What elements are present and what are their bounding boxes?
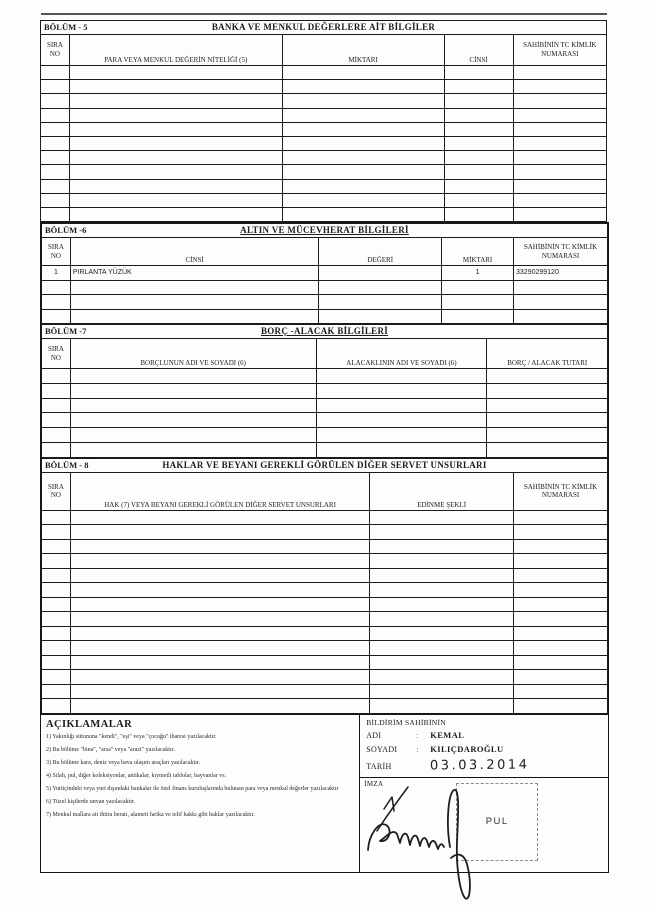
empty-cell bbox=[282, 193, 444, 207]
handwritten-signature bbox=[364, 784, 509, 908]
empty-cell bbox=[70, 655, 369, 670]
empty-cell bbox=[70, 309, 318, 324]
aciklamalar-title: AÇIKLAMALAR bbox=[46, 718, 133, 730]
empty-row bbox=[41, 108, 607, 122]
empty-cell bbox=[42, 568, 71, 583]
bolum5-section-title: BANKA VE MENKUL DEĞERLERE AİT BİLGİLER bbox=[211, 22, 436, 32]
tarih-value-handwritten: 03.03.2014 bbox=[430, 757, 530, 774]
bolum6-title-cell bbox=[42, 224, 608, 238]
empty-cell bbox=[70, 539, 369, 554]
empty-cell bbox=[41, 122, 70, 136]
bolum8-header-sira-no: SIRA NO bbox=[42, 472, 71, 510]
empty-row bbox=[42, 539, 608, 554]
bolum6-header-degeri: DEĞERİ bbox=[319, 238, 442, 266]
empty-cell bbox=[514, 539, 608, 554]
empty-cell bbox=[513, 80, 606, 94]
empty-cell bbox=[282, 165, 444, 179]
empty-cell bbox=[70, 699, 369, 714]
empty-cell bbox=[513, 66, 606, 80]
empty-cell bbox=[70, 510, 369, 525]
empty-cell bbox=[69, 207, 282, 221]
empty-row bbox=[42, 510, 608, 525]
empty-cell bbox=[319, 295, 442, 310]
empty-cell bbox=[69, 108, 282, 122]
empty-cell bbox=[370, 510, 514, 525]
empty-cell bbox=[70, 568, 369, 583]
empty-row bbox=[42, 568, 608, 583]
empty-cell bbox=[370, 554, 514, 569]
empty-cell bbox=[316, 383, 487, 398]
empty-cell bbox=[444, 151, 513, 165]
empty-cell bbox=[42, 428, 71, 443]
empty-cell bbox=[514, 295, 608, 310]
bolum7-table bbox=[41, 324, 608, 458]
empty-cell bbox=[282, 136, 444, 150]
empty-cell bbox=[42, 442, 71, 457]
empty-row bbox=[42, 369, 608, 384]
empty-cell bbox=[42, 525, 71, 540]
empty-cell bbox=[70, 398, 316, 413]
soyadi-colon: : bbox=[416, 744, 419, 754]
empty-row bbox=[42, 525, 608, 540]
empty-cell bbox=[69, 165, 282, 179]
bolum6-section-title: ALTIN VE MÜCEVHERAT BİLGİLERİ bbox=[240, 225, 409, 235]
empty-cell bbox=[513, 151, 606, 165]
empty-cell bbox=[514, 655, 608, 670]
bildirim-title: BİLDİRİM SAHİBİNİN bbox=[366, 717, 446, 727]
empty-cell bbox=[370, 568, 514, 583]
empty-cell bbox=[370, 626, 514, 641]
empty-cell bbox=[513, 193, 606, 207]
note-2: 2) Bu bölüme "bina", "arsa" veya "arazi" yazılacaktır. bbox=[46, 746, 175, 753]
bolum8-header-hak: HAK (7) VEYA BEYANI GEREKLİ GÖRÜLEN DİĞER SERVET UNSURLARI bbox=[70, 472, 369, 510]
empty-cell bbox=[316, 442, 487, 457]
note-4: 4) Silah, pul, diğer koleksiyonlar, antikalar, kıymetli tablolar, hayvanlar vs. bbox=[46, 772, 227, 779]
empty-cell bbox=[282, 108, 444, 122]
bolum6-row1-degeri bbox=[319, 266, 442, 281]
bolum5-title-cell bbox=[41, 21, 607, 35]
empty-row bbox=[42, 413, 608, 428]
empty-row bbox=[42, 554, 608, 569]
bolum6-header-miktari: MİKTARI bbox=[442, 238, 514, 266]
note-3: 3) Bu bölüme kara, deniz veya hava ulaşım araçları yazılacaktır. bbox=[46, 759, 201, 766]
empty-cell bbox=[41, 108, 70, 122]
empty-cell bbox=[444, 66, 513, 80]
empty-cell bbox=[513, 122, 606, 136]
bolum6-header-tc-kimlik: SAHİBİNİN TC KİMLİK NUMARASI bbox=[514, 238, 608, 266]
empty-cell bbox=[444, 80, 513, 94]
bottom-section bbox=[41, 714, 608, 872]
empty-cell bbox=[70, 525, 369, 540]
empty-cell bbox=[42, 554, 71, 569]
adi-colon: : bbox=[416, 730, 419, 740]
soyadi-label: SOYADI bbox=[366, 744, 398, 754]
empty-cell bbox=[444, 108, 513, 122]
bolum5-header-niteligi: PARA VEYA MENKUL DEĞERİN NİTELİĞİ (5) bbox=[69, 35, 282, 66]
empty-cell bbox=[442, 295, 514, 310]
empty-cell bbox=[514, 597, 608, 612]
empty-cell bbox=[513, 207, 606, 221]
bolum7-header-alacakli: ALACAKLININ ADI VE SOYADI (6) bbox=[316, 339, 487, 369]
empty-cell bbox=[41, 193, 70, 207]
empty-row bbox=[42, 442, 608, 457]
bolum6-row1-sira: 1 bbox=[42, 266, 71, 281]
empty-cell bbox=[42, 383, 71, 398]
bolum7-header-row bbox=[42, 339, 608, 369]
tarih-row bbox=[366, 758, 602, 775]
empty-cell bbox=[70, 428, 316, 443]
empty-cell bbox=[444, 136, 513, 150]
empty-cell bbox=[282, 66, 444, 80]
bolum7-empty-rows bbox=[42, 369, 608, 458]
empty-cell bbox=[487, 442, 608, 457]
declarant-info bbox=[360, 715, 608, 777]
empty-cell bbox=[514, 309, 608, 324]
bolum8-header-row bbox=[42, 472, 608, 510]
empty-row bbox=[42, 670, 608, 685]
empty-row bbox=[42, 655, 608, 670]
adi-row bbox=[366, 730, 602, 744]
empty-cell bbox=[444, 207, 513, 221]
bolum6-header-sira-no: SIRA NO bbox=[42, 238, 71, 266]
empty-row bbox=[42, 612, 608, 627]
empty-cell bbox=[70, 684, 369, 699]
empty-cell bbox=[70, 369, 316, 384]
empty-row bbox=[42, 428, 608, 443]
bolum6-title-row bbox=[42, 224, 608, 238]
empty-cell bbox=[370, 641, 514, 656]
empty-cell bbox=[514, 554, 608, 569]
bolum5-header-cinsi: CİNSİ bbox=[444, 35, 513, 66]
note-6: 6) Tüzel kişilerde unvan yazılacaktır. bbox=[46, 798, 136, 805]
bolum8-section-label: BÖLÜM - 8 bbox=[45, 459, 89, 470]
empty-cell bbox=[282, 122, 444, 136]
empty-cell bbox=[42, 295, 71, 310]
empty-cell bbox=[514, 568, 608, 583]
bolum7-header-sira-no: SIRA NO bbox=[42, 339, 71, 369]
empty-cell bbox=[514, 641, 608, 656]
empty-cell bbox=[69, 179, 282, 193]
empty-cell bbox=[370, 699, 514, 714]
empty-cell bbox=[42, 510, 71, 525]
bolum5-header-sira-no: SIRA NO bbox=[41, 35, 70, 66]
empty-cell bbox=[514, 612, 608, 627]
bolum5-table bbox=[40, 20, 607, 222]
empty-cell bbox=[42, 626, 71, 641]
imza-box bbox=[360, 777, 608, 872]
empty-cell bbox=[444, 193, 513, 207]
empty-cell bbox=[42, 583, 71, 598]
empty-row bbox=[41, 193, 607, 207]
bildirim-sahibinin-box bbox=[360, 715, 608, 872]
bolum5-title-row bbox=[41, 21, 607, 35]
empty-cell bbox=[42, 641, 71, 656]
empty-row bbox=[42, 309, 608, 324]
empty-cell bbox=[316, 413, 487, 428]
empty-cell bbox=[41, 136, 70, 150]
empty-row bbox=[41, 179, 607, 193]
empty-cell bbox=[487, 428, 608, 443]
empty-row bbox=[42, 280, 608, 295]
scan-artifact-line bbox=[41, 13, 607, 15]
empty-cell bbox=[316, 369, 487, 384]
bolum7-header-borclu: BORÇLUNUN ADI VE SOYADI (6) bbox=[70, 339, 316, 369]
empty-cell bbox=[42, 612, 71, 627]
empty-cell bbox=[42, 413, 71, 428]
bolum6-data-row bbox=[42, 266, 608, 281]
empty-cell bbox=[513, 136, 606, 150]
bolum8-title-row bbox=[42, 458, 608, 472]
empty-cell bbox=[42, 597, 71, 612]
tarih-label: TARİH bbox=[366, 761, 392, 771]
empty-cell bbox=[444, 122, 513, 136]
bolum7-title-row bbox=[42, 325, 608, 339]
empty-row bbox=[41, 94, 607, 108]
note-5: 5) Yurtiçindeki veya yurt dışındaki bankalar ile özel finans kuruluşlarında bulunan para veya menkul değerler yazılacaktır bbox=[46, 785, 339, 792]
empty-cell bbox=[42, 699, 71, 714]
bolum5-section-label: BÖLÜM - 5 bbox=[44, 22, 88, 32]
empty-cell bbox=[70, 597, 369, 612]
empty-cell bbox=[316, 428, 487, 443]
empty-cell bbox=[42, 670, 71, 685]
empty-cell bbox=[487, 398, 608, 413]
empty-cell bbox=[513, 165, 606, 179]
aciklamalar-box bbox=[41, 715, 360, 872]
empty-cell bbox=[513, 108, 606, 122]
empty-cell bbox=[41, 165, 70, 179]
empty-cell bbox=[370, 525, 514, 540]
empty-row bbox=[42, 295, 608, 310]
empty-cell bbox=[70, 612, 369, 627]
bolum5-header-miktari: MİKTARI bbox=[282, 35, 444, 66]
empty-cell bbox=[282, 179, 444, 193]
soyadi-row bbox=[366, 744, 602, 758]
empty-row bbox=[41, 151, 607, 165]
empty-cell bbox=[514, 699, 608, 714]
empty-cell bbox=[42, 539, 71, 554]
empty-row bbox=[41, 122, 607, 136]
bolum6-table bbox=[41, 223, 608, 324]
empty-cell bbox=[69, 193, 282, 207]
note-1: 1) Yakınlığı sütununa "kendi", "eşi" veya "çocuğu" ibaresi yazılacaktır. bbox=[46, 733, 217, 740]
empty-cell bbox=[370, 583, 514, 598]
bolum8-header-edinme: EDİNME ŞEKLİ bbox=[370, 472, 514, 510]
note-7: 7) Menkul mallara ait ihtira beratı, alameti farika ve telif hakkı gibi haklar yazılacaktır. bbox=[46, 811, 255, 818]
empty-cell bbox=[41, 66, 70, 80]
empty-cell bbox=[513, 179, 606, 193]
bolum6-row1-miktari: 1 bbox=[442, 266, 514, 281]
empty-cell bbox=[69, 66, 282, 80]
empty-cell bbox=[370, 612, 514, 627]
bolum8-header-tc-kimlik: SAHİBİNİN TC KİMLİK NUMARASI bbox=[514, 472, 608, 510]
empty-cell bbox=[442, 280, 514, 295]
adi-value: KEMAL bbox=[430, 729, 465, 740]
bolum8-section-title: HAKLAR VE BEYANI GEREKLİ GÖRÜLEN DİĞER SERVET UNSURLARI bbox=[162, 459, 487, 470]
empty-cell bbox=[42, 369, 71, 384]
empty-cell bbox=[41, 179, 70, 193]
bolum6-row1-tc: 33290299120 bbox=[514, 266, 608, 281]
empty-cell bbox=[319, 309, 442, 324]
empty-cell bbox=[319, 280, 442, 295]
empty-cell bbox=[370, 655, 514, 670]
empty-row bbox=[41, 136, 607, 150]
empty-row bbox=[41, 165, 607, 179]
bolum6-empty-rows bbox=[42, 280, 608, 324]
empty-cell bbox=[42, 280, 71, 295]
adi-label: ADI bbox=[366, 730, 382, 740]
empty-cell bbox=[42, 684, 71, 699]
empty-cell bbox=[514, 670, 608, 685]
empty-row bbox=[42, 626, 608, 641]
empty-row bbox=[41, 80, 607, 94]
empty-cell bbox=[282, 80, 444, 94]
bolum6-row1-cinsi: PIRLANTA YÜZÜK bbox=[70, 266, 318, 281]
bolum8-empty-rows bbox=[42, 510, 608, 713]
empty-cell bbox=[42, 655, 71, 670]
empty-cell bbox=[370, 597, 514, 612]
imza-label: İMZA bbox=[364, 779, 384, 788]
empty-cell bbox=[444, 165, 513, 179]
empty-cell bbox=[70, 626, 369, 641]
empty-row bbox=[42, 641, 608, 656]
empty-cell bbox=[41, 94, 70, 108]
bolum7-section-title: BORÇ -ALACAK BİLGİLERİ bbox=[260, 326, 389, 336]
bolum8-table bbox=[41, 458, 608, 714]
bolum7-title-cell bbox=[42, 325, 608, 339]
empty-cell bbox=[442, 309, 514, 324]
empty-row bbox=[42, 597, 608, 612]
empty-cell bbox=[41, 80, 70, 94]
bolum6-section-label: BÖLÜM -6 bbox=[45, 225, 87, 235]
bolum7-header-tutar: BORÇ / ALACAK TUTARI bbox=[487, 339, 608, 369]
bolum6-header-cinsi: CİNSİ bbox=[70, 238, 318, 266]
empty-cell bbox=[487, 369, 608, 384]
empty-cell bbox=[487, 383, 608, 398]
pul-label: PUL bbox=[485, 816, 509, 828]
empty-cell bbox=[69, 94, 282, 108]
empty-cell bbox=[282, 94, 444, 108]
empty-cell bbox=[370, 670, 514, 685]
bolum7-section-label: BÖLÜM -7 bbox=[45, 326, 87, 336]
empty-cell bbox=[42, 309, 71, 324]
bolum5-empty-rows bbox=[41, 66, 607, 222]
empty-cell bbox=[487, 413, 608, 428]
empty-cell bbox=[514, 525, 608, 540]
empty-row bbox=[42, 684, 608, 699]
empty-cell bbox=[316, 398, 487, 413]
empty-cell bbox=[514, 583, 608, 598]
empty-cell bbox=[444, 94, 513, 108]
empty-cell bbox=[444, 179, 513, 193]
empty-cell bbox=[69, 151, 282, 165]
empty-row bbox=[42, 398, 608, 413]
empty-cell bbox=[282, 207, 444, 221]
empty-cell bbox=[370, 684, 514, 699]
empty-cell bbox=[514, 684, 608, 699]
empty-row bbox=[41, 207, 607, 221]
empty-cell bbox=[70, 442, 316, 457]
empty-row bbox=[42, 583, 608, 598]
bolum5-header-tc-kimlik: SAHİBİNİN TC KİMLİK NUMARASI bbox=[513, 35, 606, 66]
soyadi-value: KILIÇDAROĞLU bbox=[430, 743, 504, 754]
bolum5-header-row bbox=[41, 35, 607, 66]
empty-cell bbox=[70, 295, 318, 310]
empty-cell bbox=[514, 280, 608, 295]
empty-cell bbox=[42, 398, 71, 413]
empty-cell bbox=[70, 413, 316, 428]
empty-cell bbox=[70, 670, 369, 685]
empty-cell bbox=[41, 207, 70, 221]
empty-row bbox=[42, 383, 608, 398]
bolum8-title-cell bbox=[42, 458, 608, 472]
empty-row bbox=[42, 699, 608, 714]
empty-cell bbox=[514, 626, 608, 641]
empty-cell bbox=[69, 136, 282, 150]
empty-cell bbox=[69, 122, 282, 136]
lower-form-block bbox=[40, 222, 609, 873]
empty-cell bbox=[41, 151, 70, 165]
empty-cell bbox=[282, 151, 444, 165]
empty-cell bbox=[70, 641, 369, 656]
empty-cell bbox=[70, 554, 369, 569]
bolum6-header-row bbox=[42, 238, 608, 266]
empty-cell bbox=[70, 383, 316, 398]
empty-cell bbox=[514, 510, 608, 525]
empty-row bbox=[41, 66, 607, 80]
empty-cell bbox=[70, 583, 369, 598]
empty-cell bbox=[70, 280, 318, 295]
empty-cell bbox=[370, 539, 514, 554]
empty-cell bbox=[513, 94, 606, 108]
empty-cell bbox=[69, 80, 282, 94]
